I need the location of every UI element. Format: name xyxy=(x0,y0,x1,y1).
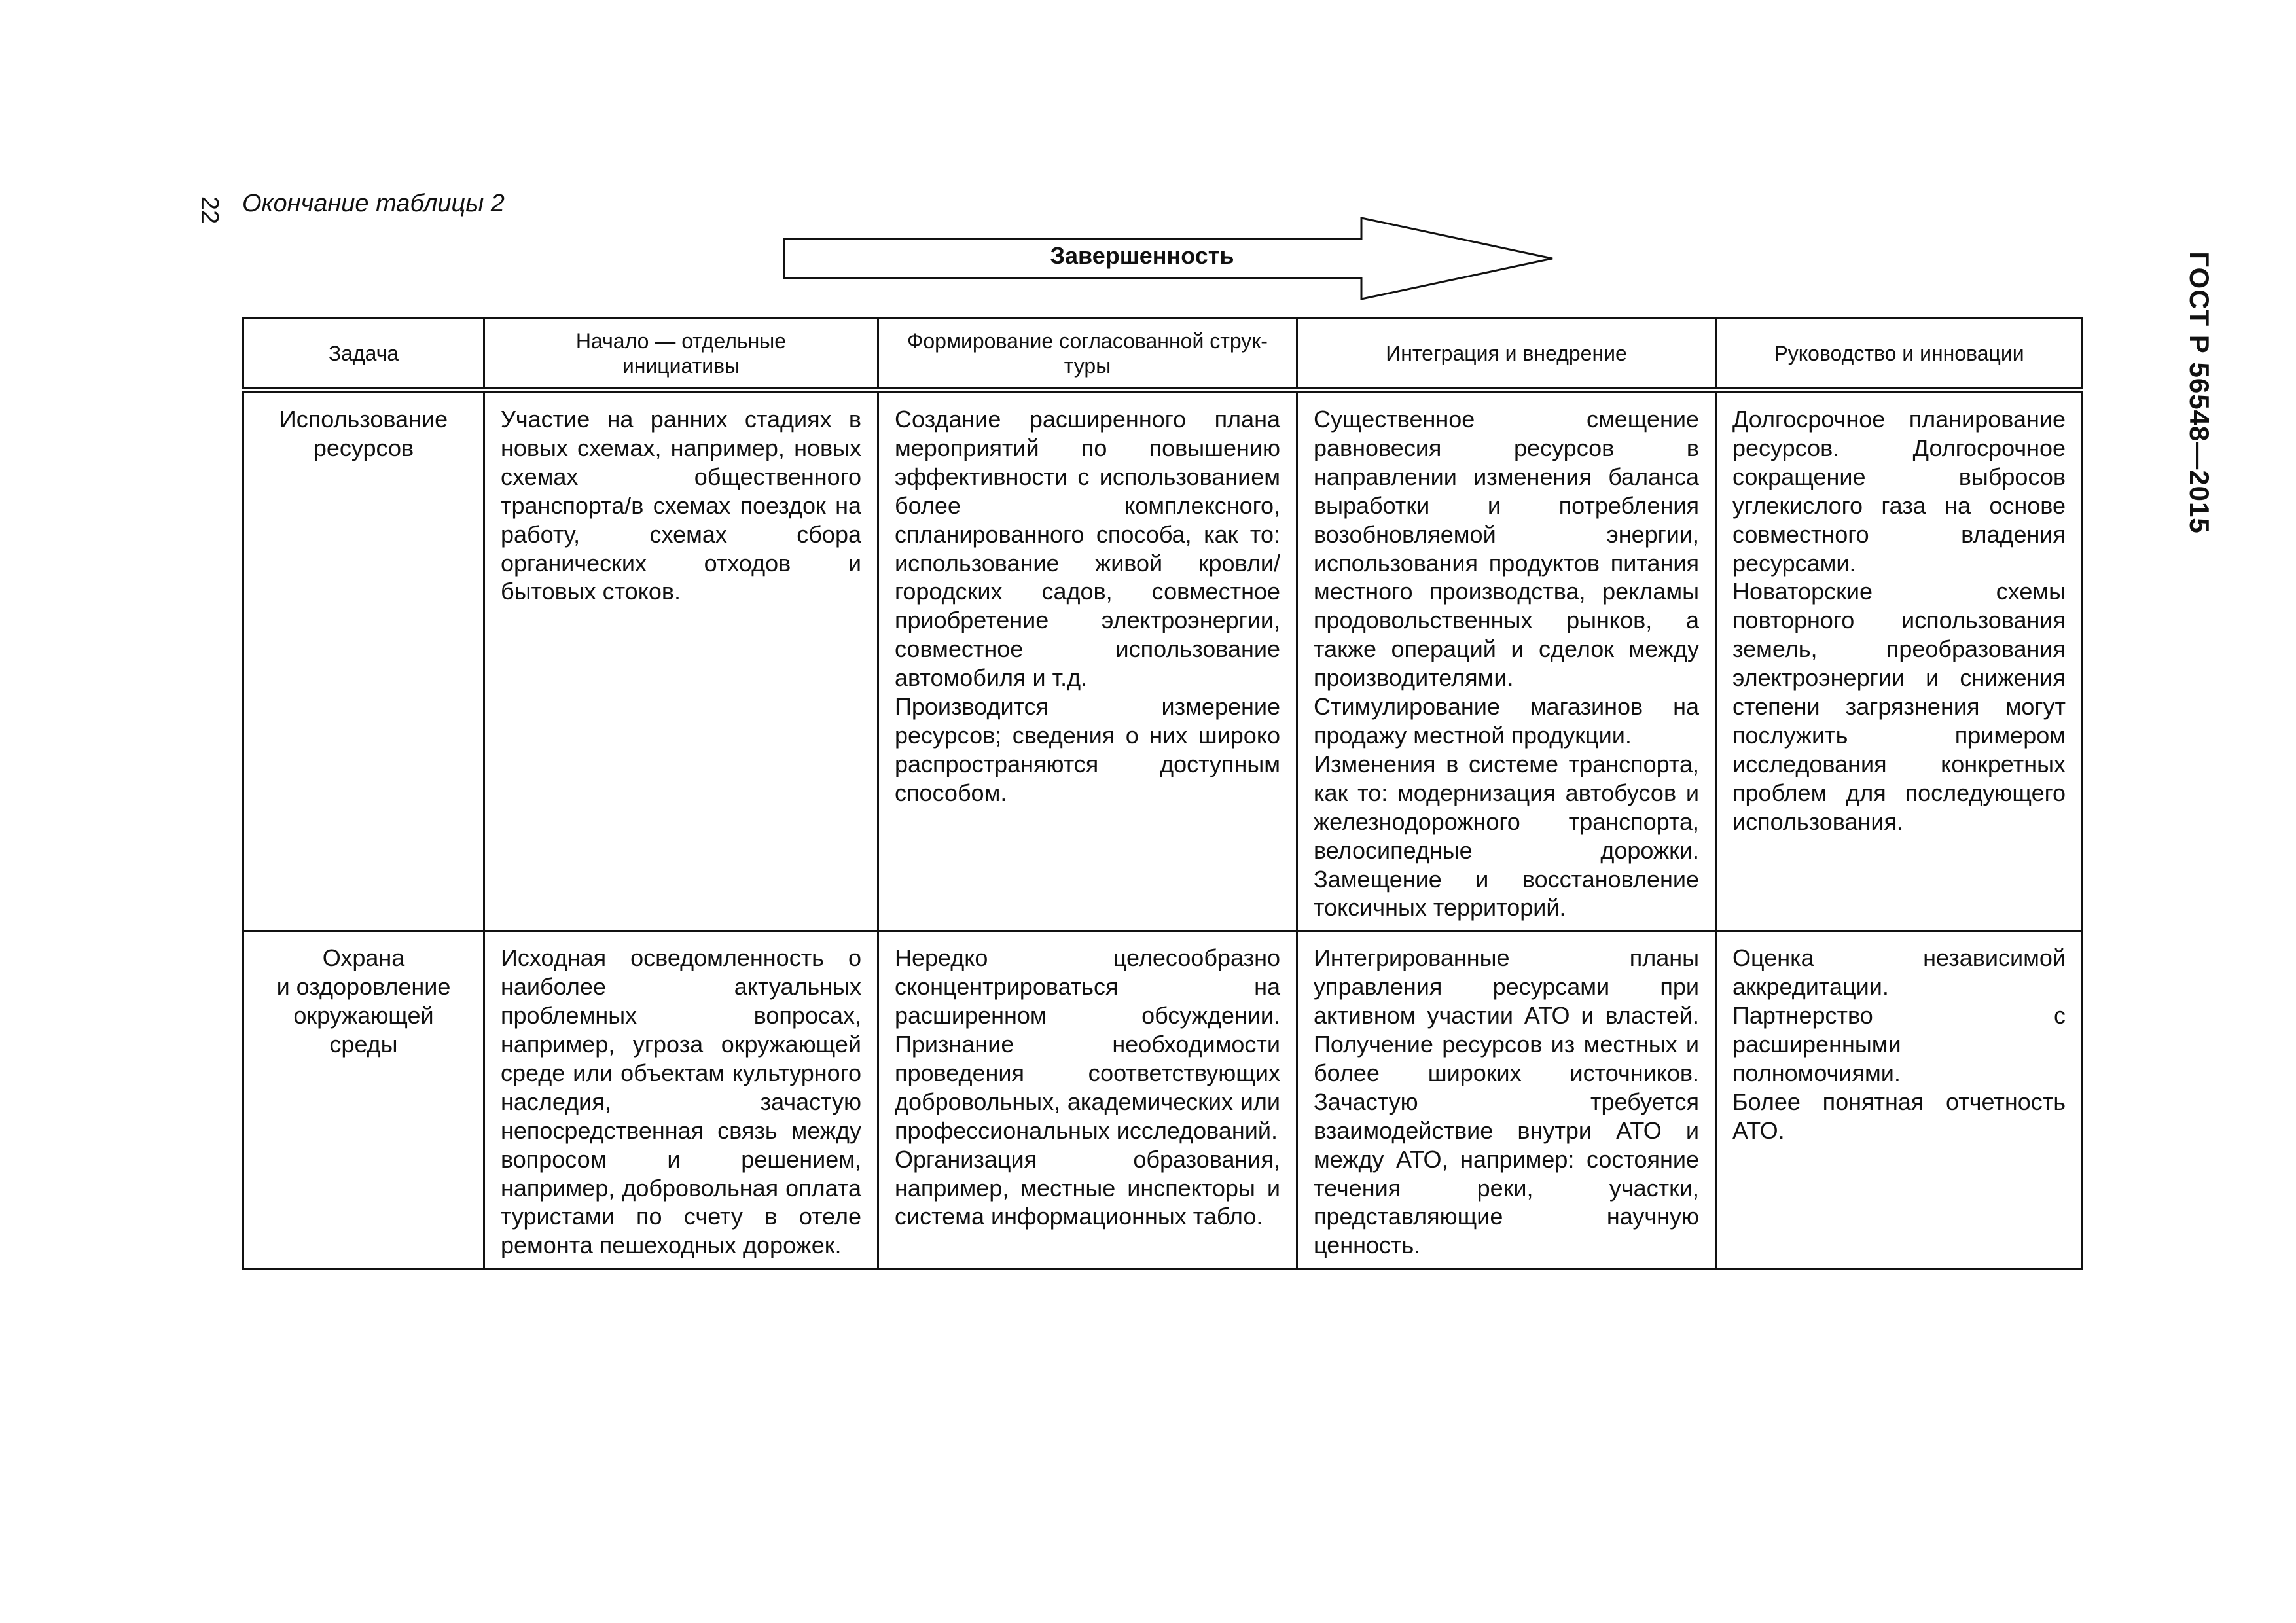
cell-paragraph: Изменения в системе транспорта, как то: модернизация автобусов и железнодорожного транспорта, велосипедные дорожки. Замещение и восстановление токсичных территорий. xyxy=(1314,750,1699,921)
cell-paragraph: Интегрированные планы управления ресурсами при активном участии АТО и властей. Получение ресурсов из местных и более широких источников. Зачастую требуется взаимодействие внутри АТО и между АТО, например: состояние течения реки, участки, представляющие научную ценность. xyxy=(1314,944,1699,1259)
table-cell xyxy=(484,931,878,1269)
cell-paragraph: Существенное смещение равновесия ресурсов в направлении изменения баланса выработки и потребления возобновляемой энергии, использования продуктов питания местного производства, рекламы продовольственных рынков, а также операций и сделок между производителями. xyxy=(1314,406,1699,692)
table-caption: Окончание таблицы 2 xyxy=(242,190,505,217)
arrow-label: Завершенность xyxy=(1050,242,1234,269)
cell-paragraph: Новаторские схемы повторного использования земель, преобразования электроэнергии и снижения степени загрязнения могут послужить примером исследования конкретных проблем для последующего использования. xyxy=(1732,578,2066,835)
cell-paragraph: Создание расширенного плана мероприятий по повышению эффективности с использованием более комплексного, спланированного способа, как то: использование живой кровли/городских садов, совместное приобретение электроэнергии, совместное использование автомобиля и т.д. xyxy=(895,406,1280,692)
table-cell xyxy=(1716,931,2083,1269)
table-cell xyxy=(1297,391,1716,931)
header-cell-structure: Формирование согласованной струк- туры xyxy=(878,319,1297,391)
table-cell xyxy=(1297,931,1716,1269)
task-cell: Охрана и оздоровление окружающей среды xyxy=(243,931,484,1269)
table-cell xyxy=(1716,391,2083,931)
table-row xyxy=(243,931,2083,1269)
standard-designation: ГОСТ Р 56548—2015 xyxy=(2184,251,2215,534)
header-row xyxy=(243,319,2083,391)
header-cell-start: Начало — отдельные инициативы xyxy=(484,319,878,391)
cell-paragraph: Партнерство с расширенными полномочиями. xyxy=(1732,1002,2066,1086)
cell-paragraph: Оценка независимой аккредитации. xyxy=(1732,944,2066,1001)
cell-paragraph: Стимулирование магазинов на продажу местной продукции. xyxy=(1314,693,1699,749)
table-row xyxy=(243,391,2083,931)
header-cell-leadership: Руководство и инновации xyxy=(1716,319,2083,391)
task-cell: Использование ресурсов xyxy=(243,391,484,931)
header-cell-integration: Интеграция и внедрение xyxy=(1297,319,1716,391)
cell-paragraph: Долгосрочное планирование ресурсов. Долгосрочное сокращение выбросов углекислого газа на основе совместного владения ресурсами. xyxy=(1732,406,2066,577)
cell-paragraph: Участие на ранних стадиях в новых схемах, например, новых схемах общественного транспорта/в схемах поездок на работу, схемах сбора органических отходов и бытовых стоков. xyxy=(501,406,861,605)
maturity-table xyxy=(242,317,2083,1270)
table-cell xyxy=(878,931,1297,1269)
header-cell-task: Задача xyxy=(243,319,484,391)
cell-paragraph: Организация образования, например, местные инспекторы и система информационных табло. xyxy=(895,1145,1280,1230)
cell-paragraph: Нередко целесообразно сконцентрироваться на расширенном обсуждении. Признание необходимости проведения соответствующих добровольных, академических или профессиональных исследований. xyxy=(895,944,1280,1144)
cell-paragraph: Исходная осведомленность о наиболее актуальных проблемных вопросах, например, угроза окружающей среде или объектам культурного наследия, зачастую непосредственная связь между вопросом и решением, например, добровольная оплата туристами по счету в отеле ремонта пешеходных дорожек. xyxy=(501,944,861,1259)
table-cell xyxy=(878,391,1297,931)
cell-paragraph: Более понятная отчетность АТО. xyxy=(1732,1088,2066,1144)
table-cell xyxy=(484,391,878,931)
page-number: 22 xyxy=(196,196,224,224)
cell-paragraph: Производится измерение ресурсов; сведения о них широко распространяются доступным способом. xyxy=(895,693,1280,806)
